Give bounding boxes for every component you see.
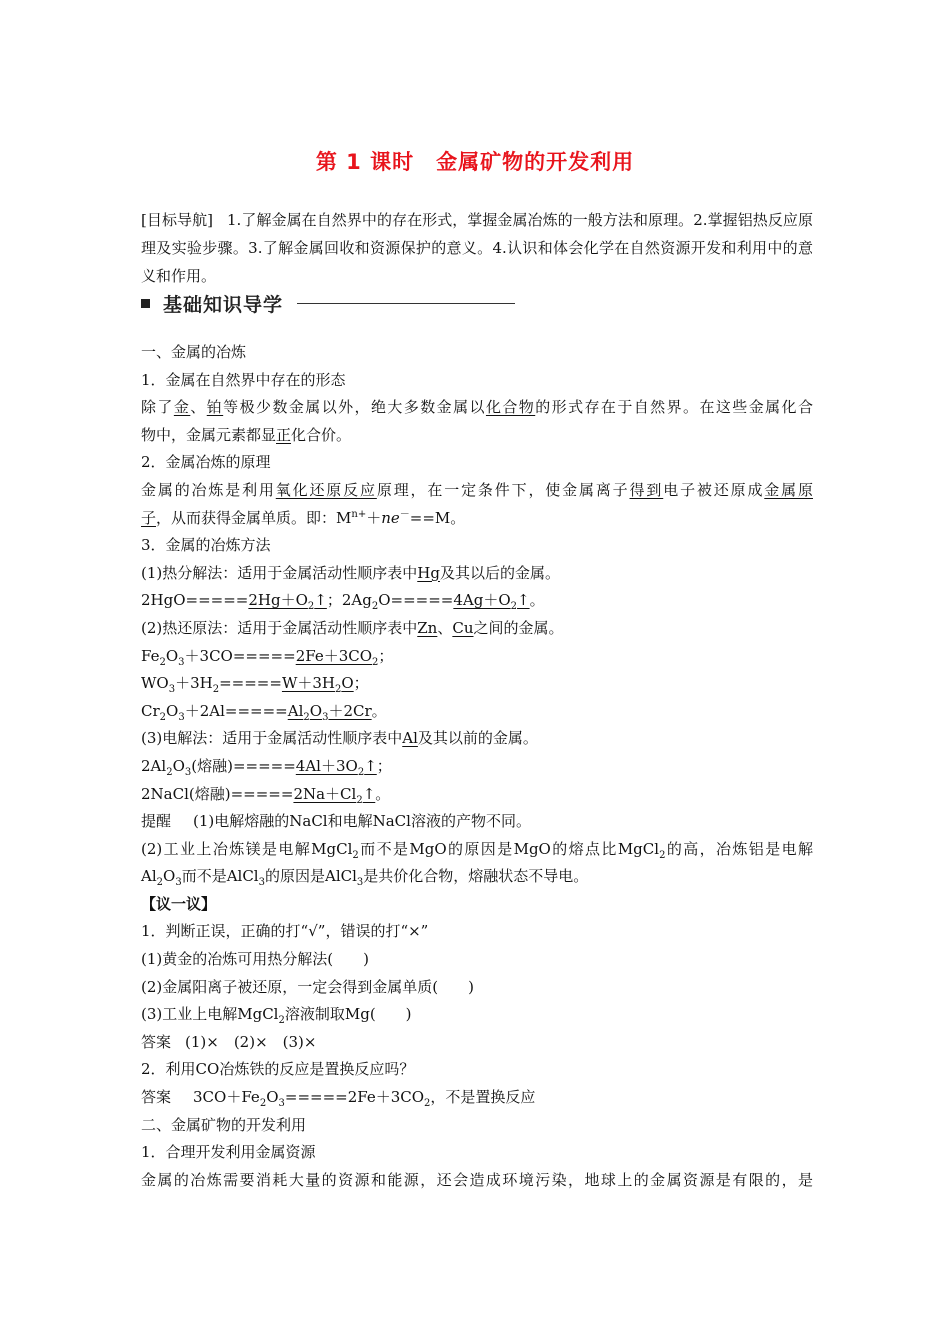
question-1b: (2)金属阳离子被还原，一定会得到金属单质( ): [141, 977, 474, 996]
question-1c: (3)工业上电解MgCl$_2$溶液制取Mg( ): [141, 1005, 412, 1027]
tip-3: $Al_2O_3$而不是AlCl$_3$的原因是AlCl$_3$是共价化合物，熔融状态不导电。: [141, 867, 589, 889]
equation-2: $Fe_2O_3+3CO=====2Fe+3CO_2$；: [141, 646, 394, 668]
question-2: 2．利用CO冶炼铁的反应是置换反应吗？: [141, 1060, 415, 1079]
subheading-resources: 1．合理开发利用金属资源: [141, 1143, 316, 1162]
paragraph-resources: 金属的冶炼需要消耗大量的资源和能源，还会造成环境污染，地球上的金属资源是有限的，是: [141, 1170, 813, 1189]
method-electrolysis: (3)电解法：适用于金属活动性顺序表中Al及其以前的金属。: [141, 729, 538, 748]
question-1a: (1)黄金的冶炼可用热分解法( ): [141, 950, 369, 969]
answer-2: 答案 $3CO+Fe_2O_3=====2Fe+3CO_2$，不是置换反应: [141, 1088, 536, 1110]
subheading-principle: 2．金属冶炼的原理: [141, 453, 271, 472]
tip-2: (2)工业上冶炼镁是电解MgCl$_2$而不是MgO的原因是MgO的熔点比MgCl$_2$的高，冶炼铝是电解: [141, 839, 813, 861]
square-bullet-icon: [141, 299, 150, 308]
question-1: 1．判断正误，正确的打“√”，错误的打“×”: [141, 922, 429, 941]
heading-smelting: 一、金属的冶炼: [141, 343, 247, 361]
section-heading-text: 基础知识导学: [163, 293, 284, 316]
discuss-heading: 【议一议】: [141, 894, 217, 913]
equation-1: $2HgO=====2Hg+O_2↑$；$2Ag_2O=====4Ag+O_2↑$。: [141, 591, 545, 613]
content: [141, 339, 813, 1194]
learning-goals: [141, 206, 813, 290]
method-thermal-reduction: (2)热还原法：适用于金属活动性顺序表中Zn、Cu之间的金属。: [141, 618, 564, 637]
paragraph-existence-1: 除了金、铂等极少数金属以外，绝大多数金属以化合物的形式存在于自然界。在这些金属化合: [141, 398, 813, 417]
subheading-existence: 1．金属在自然界中存在的形态: [141, 370, 346, 389]
equation-5: $2Al_2O_3$(熔融)$=====4Al+3O_2↑$；: [141, 756, 392, 778]
equation-6: 2NaCl(熔融)$=====2Na+Cl_2↑$。: [141, 784, 391, 806]
page-title: [0, 146, 950, 176]
goal-label: [目标导航]: [141, 211, 214, 229]
heading-mineral-use: 二、金属矿物的开发利用: [141, 1115, 307, 1134]
equation-4: $Cr_2O_3+2Al=====Al_2O_3+2Cr$。: [141, 701, 387, 723]
tip-1: 提醒 (1)电解熔融的NaCl和电解NaCl溶液的产物不同。: [141, 812, 531, 831]
paragraph-principle-1: 金属的冶炼是利用氧化还原反应原理，在一定条件下，使金属离子得到电子被还原成金属原: [141, 480, 813, 499]
paragraph-principle-2: 子，从而获得金属单质。即：$M^{n+}+ne^-==M$。: [141, 508, 466, 527]
goal-text: 1.了解金属在自然界中的存在形式，掌握金属冶炼的一般方法和原理。2.掌握铝热反应原理及实验步骤。3.了解金属回收和资源保护的意义。4.认识和体会化学在自然资源开发和利用中的意义和作用。: [141, 211, 813, 285]
title-topic: 金属矿物的开发利用: [436, 150, 635, 174]
method-thermal-decomposition: (1)热分解法：适用于金属活动性顺序表中Hg及其以后的金属。: [141, 563, 560, 582]
section-heading: [141, 288, 515, 318]
equation-3: $WO_3+3H_2=====W+3H_2O$；: [141, 674, 369, 696]
paragraph-existence-2: 物中，金属元素都显正化合价。: [141, 425, 352, 444]
heading-rule: [297, 303, 515, 304]
answer-1: 答案 (1)× (2)× (3)×: [141, 1032, 317, 1051]
subheading-methods: 3．金属的冶炼方法: [141, 536, 271, 555]
title-lesson: 第 1 课时: [315, 150, 415, 174]
